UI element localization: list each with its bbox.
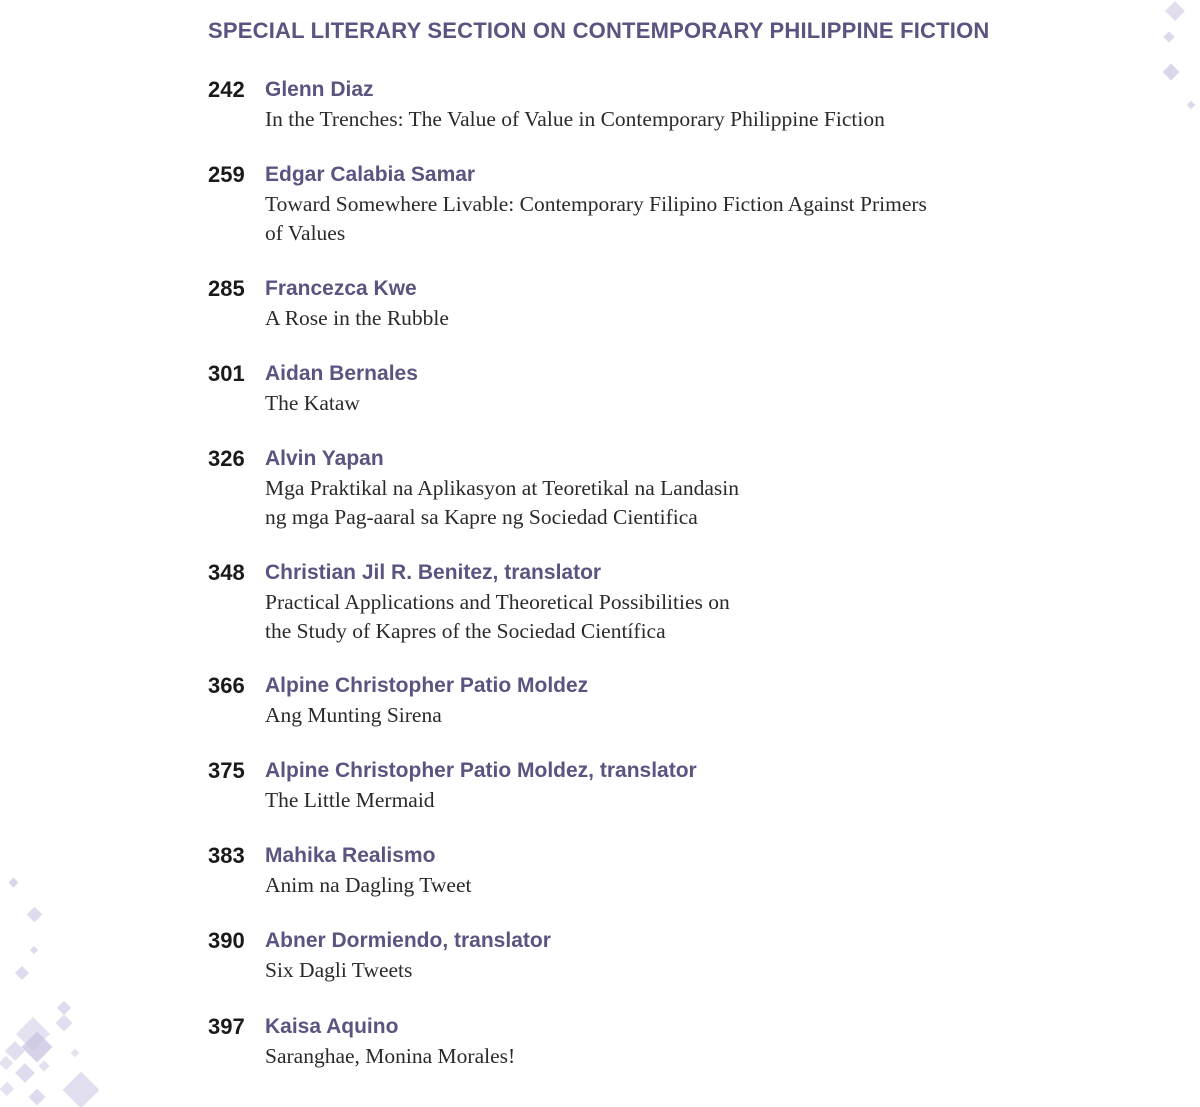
article-title: Ang Munting Sirena [265, 703, 442, 727]
page-number: 397 [208, 1014, 245, 1039]
author-name: Francezca Kwe [265, 277, 417, 300]
page-number: 383 [208, 843, 245, 868]
diamond-pattern-top-right [1150, 0, 1200, 120]
article-title: Practical Applications and Theoretical Possibilities on the Study of Kapres of the Sociedad Científica [265, 590, 730, 643]
article-title: Anim na Dagling Tweet [265, 873, 472, 897]
author-name: Alvin Yapan [265, 447, 384, 470]
author-name: Christian Jil R. Benitez, translator [265, 561, 602, 584]
article-title: A Rose in the Rubble [265, 306, 449, 330]
page-number: 242 [208, 77, 245, 102]
page-number: 326 [208, 446, 245, 471]
page-number: 285 [208, 276, 245, 301]
section-title: SPECIAL LITERARY SECTION ON CONTEMPORARY PHILIPPINE FICTION [208, 18, 990, 43]
author-name: Alpine Christopher Patio Moldez, translator [265, 759, 697, 782]
article-title: Mga Praktikal na Aplikasyon at Teoretikal na Landasin ng mga Pag-aaral sa Kapre ng Sociedad Cientifica [265, 476, 739, 529]
author-name: Abner Dormiendo, translator [265, 929, 551, 952]
article-title: The Kataw [265, 391, 360, 415]
page-number: 390 [208, 928, 245, 953]
page-number: 375 [208, 758, 245, 783]
author-name: Mahika Realismo [265, 844, 436, 867]
page-number: 259 [208, 162, 245, 187]
article-title: Six Dagli Tweets [265, 958, 413, 982]
article-title: The Little Mermaid [265, 788, 435, 812]
author-name: Alpine Christopher Patio Moldez [265, 674, 589, 697]
page-number: 301 [208, 361, 245, 386]
page-number: 366 [208, 673, 245, 698]
page-number: 348 [208, 560, 245, 585]
author-name: Edgar Calabia Samar [265, 163, 476, 186]
article-title: Toward Somewhere Livable: Contemporary Filipino Fiction Against Primers of Values [265, 192, 927, 245]
article-title: In the Trenches: The Value of Value in Contemporary Philippine Fiction [265, 107, 885, 131]
author-name: Glenn Diaz [265, 78, 374, 101]
author-name: Aidan Bernales [265, 362, 418, 385]
diamond-pattern-bottom-left [0, 870, 120, 1107]
author-name: Kaisa Aquino [265, 1015, 399, 1038]
article-title: Saranghae, Monina Morales! [265, 1044, 516, 1068]
